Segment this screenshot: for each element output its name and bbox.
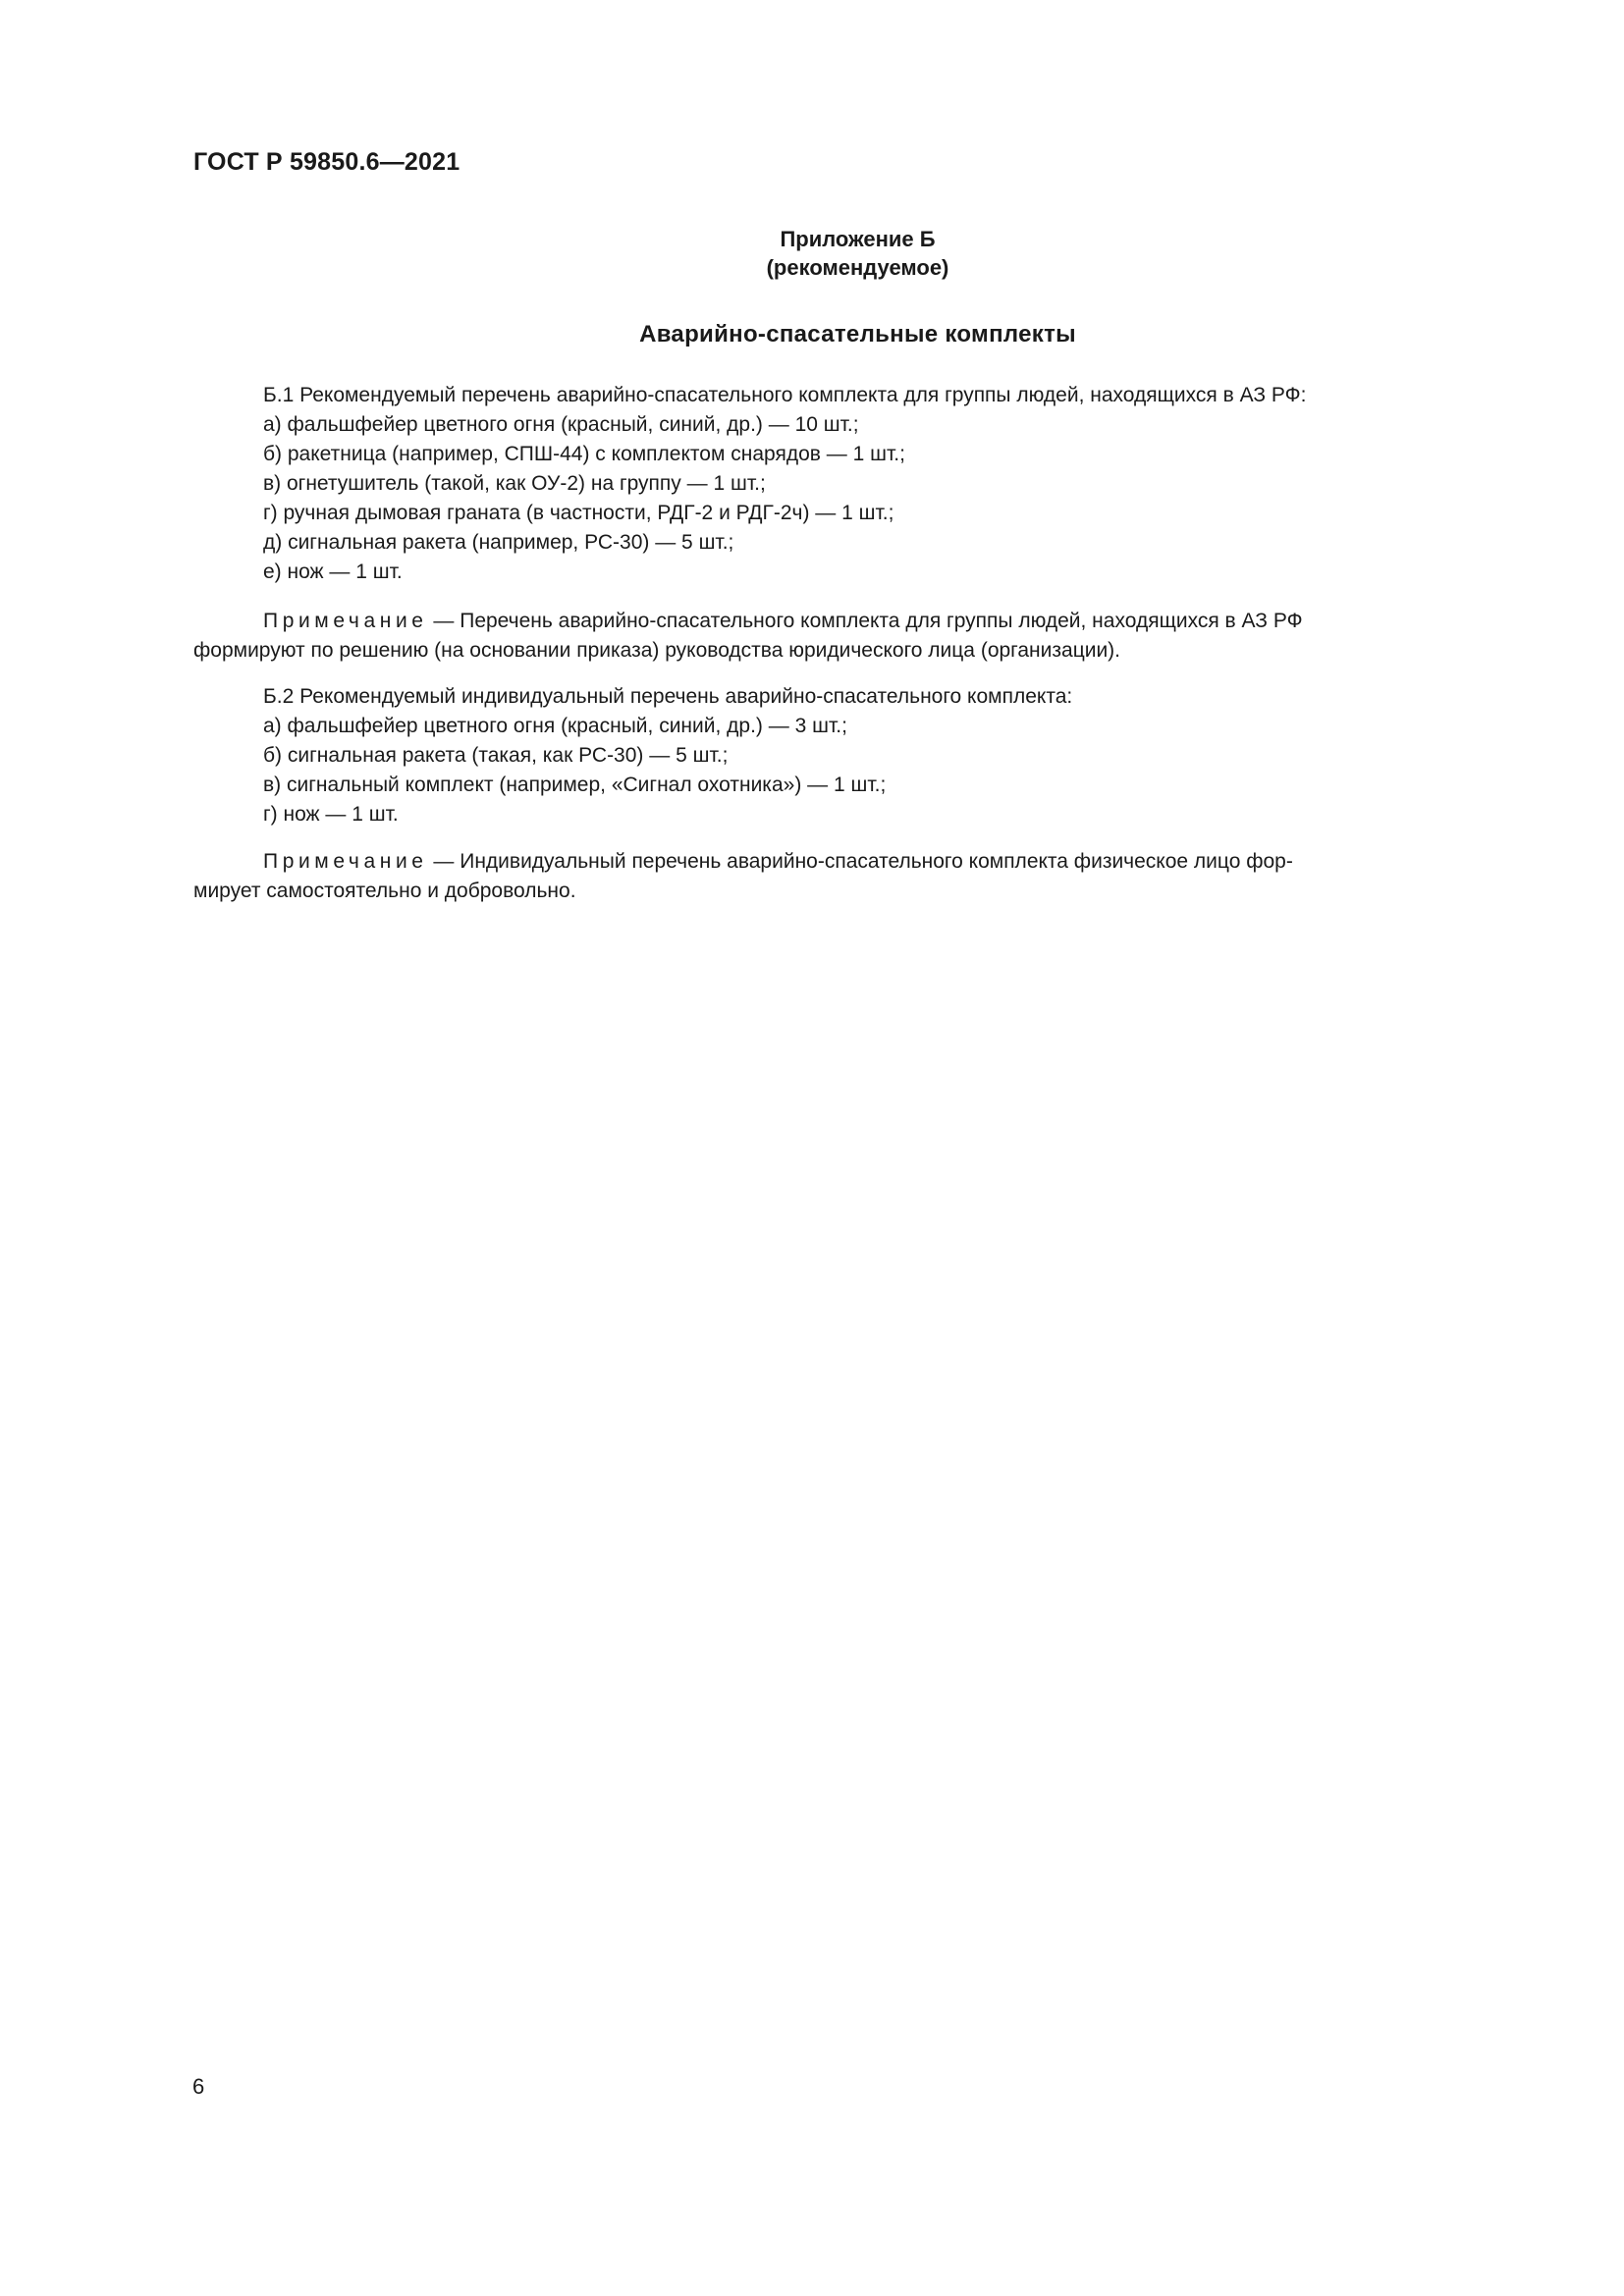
list-item: в) сигнальный комплект (например, «Сигнал охотника») — 1 шт.; [263,774,887,796]
b2-note-line2: мирует самостоятельно и добровольно. [193,880,576,902]
list-item: д) сигнальная ракета (например, РС-30) — 5 шт.; [263,531,734,554]
note-label: Примечание [263,850,428,873]
list-item: г) ручная дымовая граната (в частности, РДГ-2 и РДГ-2ч) — 1 шт.; [263,502,894,524]
b1-intro: Б.1 Рекомендуемый перечень аварийно-спасательного комплекта для группы людей, находящихся в АЗ РФ: [263,384,1307,406]
list-item: а) фальшфейер цветного огня (красный, синий, др.) — 3 шт.; [263,715,847,737]
list-item: в) огнетушитель (такой, как ОУ-2) на группу — 1 шт.; [263,472,766,495]
note-text: — Перечень аварийно-спасательного комплекта для группы людей, находящихся в АЗ РФ [427,610,1303,632]
list-item: е) нож — 1 шт. [263,561,403,583]
b2-intro: Б.2 Рекомендуемый индивидуальный перечень аварийно-спасательного комплекта: [263,685,1073,708]
page-number: 6 [192,2074,205,2099]
annex-status: (рекомендуемое) [766,255,949,280]
note-label: Примечание [263,610,428,632]
b1-note-line1 [263,610,1303,633]
annex-title: Приложение Б [780,227,936,251]
b1-note-line2: формируют по решению (на основании приказа) руководства юридического лица (организации). [193,639,1121,662]
list-item: а) фальшфейер цветного огня (красный, синий, др.) — 10 шт.; [263,413,859,436]
note-text: — Индивидуальный перечень аварийно-спасательного комплекта физическое лицо фор- [427,850,1293,873]
list-item: б) сигнальная ракета (такая, как РС-30) — 5 шт.; [263,744,729,767]
b2-note-line1 [263,850,1293,874]
section-heading: Аварийно-спасательные комплекты [639,321,1076,347]
list-item: б) ракетница (например, СПШ-44) с комплектом снарядов — 1 шт.; [263,443,905,465]
list-item: г) нож — 1 шт. [263,803,399,826]
document-code: ГОСТ Р 59850.6—2021 [193,148,460,176]
